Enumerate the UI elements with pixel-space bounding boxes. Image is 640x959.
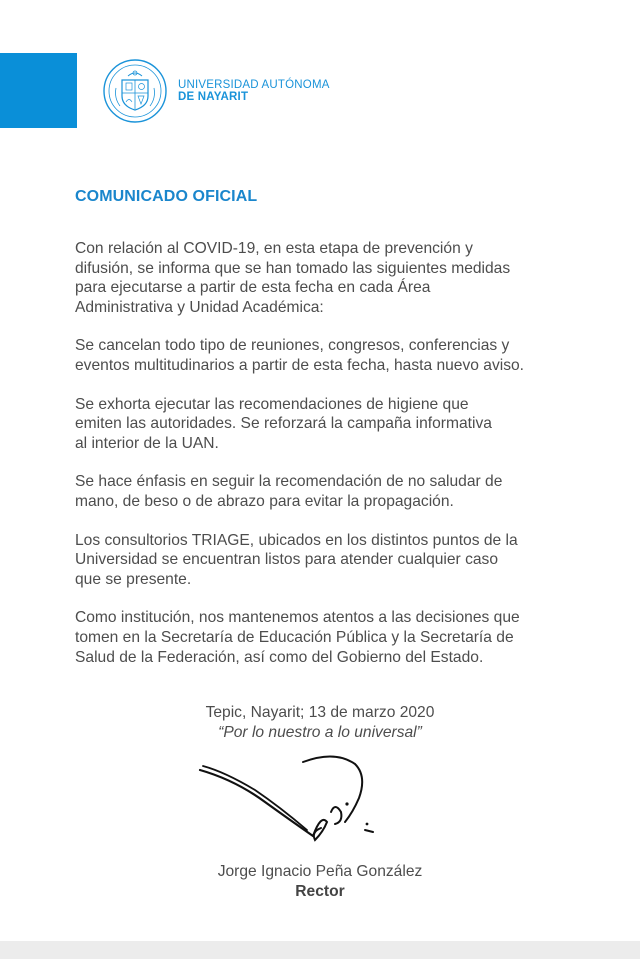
paragraph-institution: Como institución, nos mantenemos atentos a las decisiones que tomen en la Secretaría de Educación Pública y la Secretaría de Salud de la Federación, así como del Gobierno del Estado. [75,609,520,666]
handwritten-signature [195,752,395,857]
paragraph-no-greeting: Se hace énfasis en seguir la recomendación de no saludar de mano, de beso o de abrazo para evitar la propagación. [75,473,503,510]
footer-bar [0,941,640,959]
document-title: COMUNICADO OFICIAL [75,188,258,205]
university-seal-icon [102,58,168,124]
university-name [178,79,330,103]
place-date: Tepic, Nayarit; 13 de marzo 2020 [205,704,435,721]
paragraph-hygiene: Se exhorta ejecutar las recomendaciones de higiene que emiten las autoridades. Se reforzará la campaña informativa al interior de la UAN. [75,395,492,452]
paragraph-covid-measures: Con relación al COVID-19, en esta etapa de prevención y difusión, se informa que se han tomado las siguientes medidas para ejecutarse a partir de esta fecha en cada Área Administrativa y Unidad Académica: [75,240,511,316]
document-body [75,239,575,686]
paragraph-cancel-events: Se cancelan todo tipo de reuniones, congresos, conferencias y eventos multitudinarios a partir de esta fecha, hasta nuevo aviso. [75,337,525,374]
motto: “Por lo nuestro a lo universal” [218,723,422,741]
paragraph-triage: Los consultorios TRIAGE, ubicados en los distintos puntos de la Universidad se encuentran listos para atender cualquier caso que se presente. [75,531,518,588]
university-header [102,58,330,124]
signer-name: Jorge Ignacio Peña González [217,863,423,880]
header-accent-block [0,53,77,128]
university-name-line2: DE NAYARIT [178,91,249,103]
signer-role: Rector [295,882,345,900]
signer-block [0,862,640,901]
university-name-line1: UNIVERSIDAD AUTÓNOMA [178,79,330,91]
closing-block [0,703,640,742]
